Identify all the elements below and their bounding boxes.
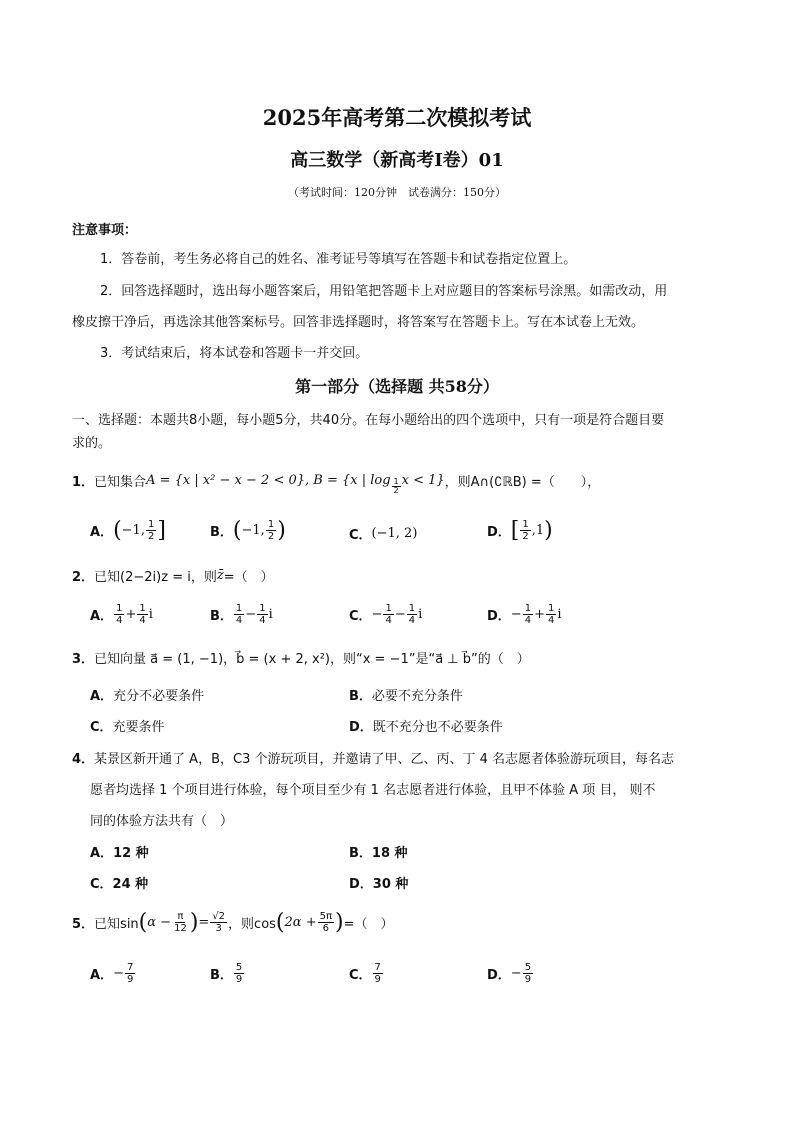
- question-2: [72, 566, 274, 585]
- q5-option-c: C． $\frac{7}{9}$: [349, 962, 381, 985]
- q3-option-c: C．充要条件: [90, 720, 165, 735]
- question-3: [72, 648, 530, 667]
- question-number: 1．: [72, 475, 95, 490]
- q2-option-b: B． $\frac{1}{4}$ − $\frac{1}{4}$ i: [210, 603, 273, 626]
- question-number: 5．: [72, 917, 95, 932]
- q4-option-d: D．30 种: [349, 877, 409, 892]
- question-ask: =（ ）: [223, 570, 274, 585]
- notice-item-1: 1．答卷前，考生务必将自己的姓名、准考证号等填写在答题卡和试卷指定位置上。: [100, 252, 577, 267]
- question-5: 5． 已知sin ( α − $\frac{\pi}{12}$ ) = $\frac{√2}{3}$ ，则cos ( 2α + $\frac{5\pi}{6}$ ) =（ ）: [72, 910, 394, 935]
- question-4-cont-2: 同的体验方法共有（ ）: [90, 814, 234, 829]
- part1-instructions: 一、选择题：本题共8小题，每小题5分，共40分。在每小题给出的四个选项中，只有一项是符合题目要: [72, 413, 665, 428]
- question-stem: 已知sin: [94, 917, 139, 932]
- q4-option-b: B．18 种: [349, 846, 408, 861]
- q4-option-a: A．12 种: [90, 846, 149, 861]
- q1-option-a: A． ( −1, $\frac{1}{2}$ ]: [90, 518, 166, 543]
- q5-option-b: B． $\frac{5}{9}$: [210, 962, 243, 985]
- q4-option-c: C．24 种: [90, 877, 149, 892]
- q3-option-d: D．既不充分也不必要条件: [349, 720, 503, 735]
- notice-item-2: 2．回答选择题时，选出每小题答案后，用铅笔把答题卡上对应题目的答案标号涂黑。如需改动，用: [100, 284, 668, 299]
- set-definition-b: x < 1}: [401, 473, 445, 488]
- notice-item-3: 3．考试结束后，将本试卷和答题卡一并交回。: [100, 346, 369, 361]
- question-stem: 某景区新开通了 A，B，C3 个游玩项目，并邀请了甲、乙、丙、丁 4 名志愿者体验游玩项目，每名志: [94, 752, 675, 767]
- question-1: [72, 466, 600, 495]
- part1-instructions-cont: 求的。: [72, 436, 112, 451]
- page-title: 2025年高考第二次模拟考试: [262, 105, 532, 130]
- set-definition-a: A = {x | x² − x − 2 < 0}, B = {x | log: [146, 473, 391, 488]
- q3-option-a: A．充分不必要条件: [90, 689, 205, 704]
- q3-option-b: B．必要不充分条件: [349, 689, 463, 704]
- question-number: 4．: [72, 752, 95, 767]
- question-stem: 已知集合: [94, 475, 147, 490]
- q2-option-a: A． $\frac{1}{4}$ + $\frac{1}{4}$ i: [90, 603, 153, 626]
- question-ask: ，则A∩(∁ℝB) =（ ），: [444, 475, 601, 490]
- q1-option-c: C． (−1, 2): [349, 526, 418, 543]
- q1-option-b: B． ( −1, $\frac{1}{2}$ ): [210, 518, 286, 543]
- question-number: 2．: [72, 570, 95, 585]
- z-conjugate: z̄: [216, 568, 224, 583]
- q1-option-d: D． [ $\frac{1}{2}$ ,1 ): [487, 518, 553, 543]
- log-base: $\frac{1}{2}$: [393, 477, 399, 495]
- notice-heading: 注意事项：: [72, 223, 138, 238]
- page-subtitle: 高三数学（新高考Ⅰ卷）01: [290, 150, 504, 171]
- question-stem: 已知向量 a⃗ = (1, −1)，b⃗ = (x + 2, x²)，则“x = −1”是“a⃗ ⊥ b⃗”的（ ）: [94, 652, 530, 667]
- question-4: [72, 748, 674, 767]
- question-stem: 已知(2−2i)z = i，则: [94, 570, 217, 585]
- q5-option-d: D． − $\frac{5}{9}$: [487, 962, 532, 985]
- question-4-cont-1: 愿者均选择 1 个项目进行体验，每个项目至少有 1 名志愿者进行体验，且甲不体验 A 项 目， 则不: [90, 783, 656, 798]
- notice-item-2-cont: 橡皮擦干净后，再选涂其他答案标号。回答非选择题时，将答案写在答题卡上。写在本试卷上无效。: [72, 315, 645, 330]
- q2-option-c: C． − $\frac{1}{4}$ − $\frac{1}{4}$ i: [349, 603, 423, 626]
- q5-option-a: A． − $\frac{7}{9}$: [90, 962, 134, 985]
- question-number: 3．: [72, 652, 95, 667]
- q2-option-d: D． − $\frac{1}{4}$ + $\frac{1}{4}$ i: [487, 603, 562, 626]
- exam-info: （考试时间：120分钟 试卷满分：150分）: [288, 186, 506, 199]
- part1-heading: 第一部分（选择题 共58分）: [295, 377, 499, 396]
